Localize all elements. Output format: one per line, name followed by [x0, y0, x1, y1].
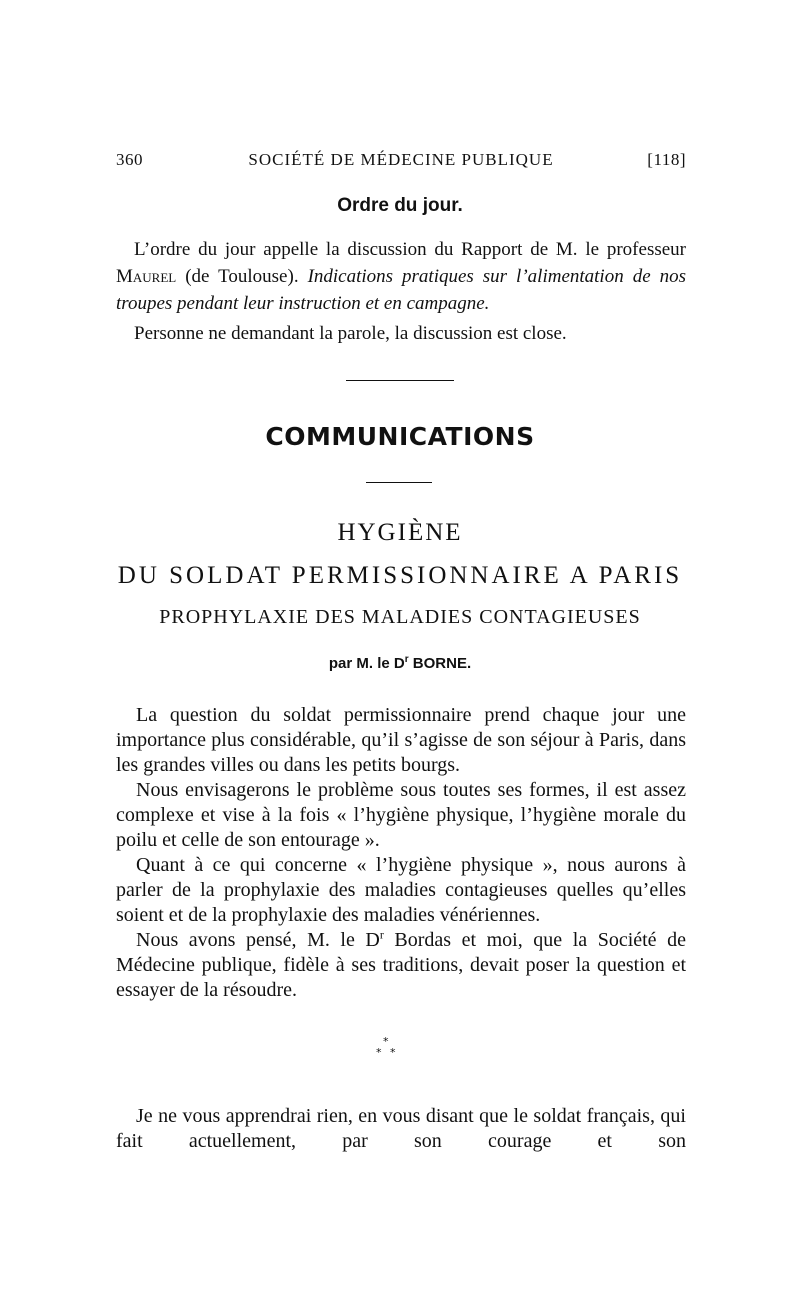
asterism-star: * — [390, 1046, 396, 1059]
para4-text-b: Bordas et moi, que la Société de Médecine publique, fidèle à ses traditions, devait poser la question et essayer de la résoudre. — [116, 929, 686, 1001]
report-title: Indications pratiques sur l’alimentation de nos troupes pendant leur instruction et en campagne. — [116, 266, 686, 314]
article-title-line-1: HYGIÈNE — [337, 519, 463, 546]
article-byline — [0, 654, 800, 672]
agenda-text-a: L’ordre du jour appelle la discussion du Rapport de M. le professeur — [134, 239, 686, 260]
article-body — [116, 703, 686, 1003]
byline-text-a: par M. le D — [328, 655, 405, 672]
body-paragraph-3: Quant à ce qui concerne « l’hygiène physique », nous aurons à parler de la prophylaxie des maladies contagieuses quelles qu’elles soient et de la prophylaxie des maladies vénériennes. — [116, 854, 686, 926]
article-subtitle: PROPHYLAXIE DES MALADIES CONTAGIEUSES — [159, 606, 641, 628]
body-paragraph-1: La question du soldat permissionnaire prend chaque jour une importance plus considérable, qu’il s’agisse de son séjour à Paris, dans les grandes villes ou dans les petits bourgs. — [116, 704, 686, 776]
closing-paragraph: Personne ne demandant la parole, la discussion est close. — [134, 323, 567, 344]
para4-text-a: Nous avons pensé, M. le D — [136, 929, 380, 951]
running-header — [116, 150, 686, 174]
body-paragraph-4 — [116, 928, 686, 1003]
body-paragraph-2: Nous envisagerons le problème sous toutes ses formes, il est assez complexe et vise à la fois « l’hygiène physique, l’hygiène morale du poilu et celle de son entourage ». — [116, 779, 686, 851]
para4-sup: r — [379, 927, 384, 942]
asterism-star: * — [376, 1046, 382, 1059]
author-name-maurel: Maurel — [116, 266, 177, 287]
divider-rule-top — [346, 380, 454, 381]
article-title-line-2: DU SOLDAT PERMISSIONNAIRE A PARIS — [117, 562, 683, 589]
byline-sup: r — [404, 654, 409, 665]
asterism-star: * — [383, 1035, 389, 1048]
page-number: 360 — [116, 150, 143, 169]
agenda-heading: Ordre du jour. — [337, 195, 463, 216]
signature-mark: [118] — [647, 150, 686, 169]
running-title: SOCIÉTÉ DE MÉDECINE PUBLIQUE — [248, 150, 554, 169]
agenda-paragraph — [116, 236, 686, 317]
asterism-separator — [376, 1036, 398, 1060]
byline-text-b: BORNE. — [408, 655, 472, 672]
body-paragraph-5: Je ne vous apprendrai rien, en vous disant que le soldat français, qui fait actuellement, par son courage et son — [116, 1105, 686, 1152]
article-continuation — [116, 1104, 686, 1154]
divider-rule-bottom — [366, 482, 432, 483]
agenda-text-b: (de Toulouse). — [176, 266, 308, 287]
communications-heading: COMMUNICATIONS — [265, 422, 535, 451]
